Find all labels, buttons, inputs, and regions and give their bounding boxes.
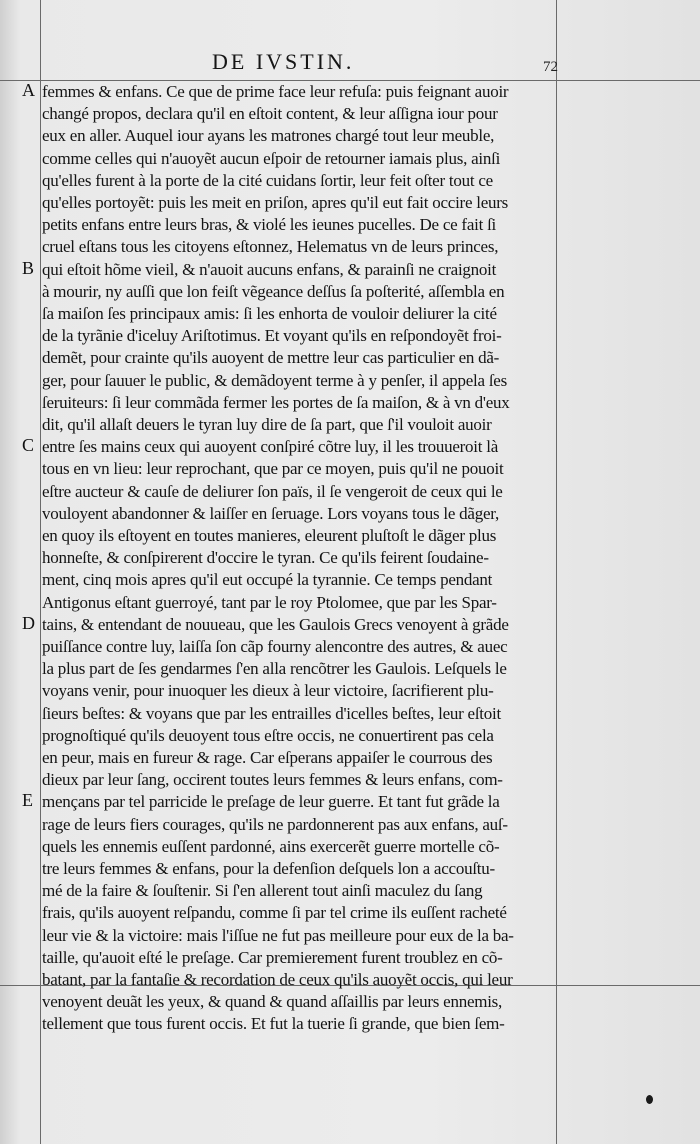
text-line: honneſte, & conſpirerent d'occire le tyran. Ce qu'ils feirent ſoudaine- (42, 548, 489, 568)
text-line: mé de la faire & ſouſtenir. Si ſ'en allerent tout ainſi maculez du ſang (42, 881, 483, 901)
text-line: dit, qu'il allaſt deuers le tyran luy dire de ſa part, que ſ'il vouloit auoir (42, 415, 492, 434)
text-line: eux en aller. Auquel iour ayans les matrones chargé tout leur meuble, (42, 126, 495, 146)
text-line: à mourir, ny auſſi que lon feiſt vẽgeance deſſus ſa poſterité, aſſembla en (42, 281, 505, 301)
text-line: de la tyrãnie d'iceluy Ariſtotimus. Et voyant qu'ils en reſpondoyẽt froi- (42, 326, 502, 346)
text-line: demẽt, pour crainte qu'ils auoyent de mettre leur cas particulier en dã- (42, 348, 500, 368)
text-line: batant, par la fantaſie & recordation de ceux qu'ils auoyẽt occis, qui leur (42, 970, 513, 989)
text-line: ment, cinq mois apres qu'il eut occupé la tyrannie. Ce temps pendant (42, 570, 493, 590)
text-line: leur vie & la victoire: mais l'iſſue ne fut pas meilleure pour eux de la ba- (42, 925, 514, 945)
running-head: DE IVSTIN. (212, 49, 355, 74)
text-line: ger, pour ſauuer le public, & demãdoyent terme à y penſer, il appela ſes (42, 370, 507, 390)
ink-speck (646, 1095, 653, 1104)
margin-letter: D (22, 612, 35, 633)
text-line: tous en vn lieu: leur reprochant, que par ce moyen, puis qu'il ne pouoit (42, 459, 504, 479)
text-line: prognoſtiqué qu'ils deuoyent tous eſtre occis, ne conuertirent pas cela (42, 725, 494, 745)
text-line: eſtre aucteur & cauſe de deliurer ſon païs, il ſe vengeroit de ceux qui le (42, 481, 503, 501)
page-header (0, 49, 700, 79)
text-line: venoyent deuãt les yeux, & quand & quand aſſaillis par leurs ennemis, (42, 992, 503, 1012)
text-line: femmes & enfans. Ce que de prime face leur refuſa: puis feignant auoir (42, 82, 509, 101)
text-line: qui eſtoit hõme vieil, & n'auoit aucuns enfans, & parainſi ne craignoit (42, 259, 497, 279)
margin-letter: A (22, 80, 35, 100)
text-line: frais, qu'ils auoyent reſpandu, comme ſi par tel crime ils euſſent racheté (42, 903, 507, 923)
text-line: taille, qu'auoit eſté le preſage. Car premierement furent troublez en cõ- (42, 947, 503, 967)
text-line: voyans venir, pour inuoquer les dieux à leur victoire, ſacrifierent plu- (42, 681, 494, 701)
text-line: comme celles qui n'auoyẽt aucun eſpoir de retourner iamais plus, ainſi (42, 148, 501, 168)
text-line: petits enfans entre leurs bras, & violé les ieunes pucelles. De ce fait ſi (42, 215, 497, 235)
text-line: quels les ennemis euſſent pardonné, ains exercerẽt guerre mortelle cõ- (42, 836, 500, 856)
text-line: qu'elles furent à la porte de la cité cuidans ſortir, leur feit oſter tout ce (42, 170, 493, 190)
text-line: entre ſes mains ceux qui auoyent conſpiré cõtre luy, il les trouueroit là (42, 437, 499, 457)
text-line: en quoy ils eſtoyent en toutes manieres, eleurent pluſtoſt le dãger plus (42, 526, 497, 545)
text-line: vouloyent abandonner & laiſſer en ſeruage. Lors voyans tous le dãger, (42, 503, 499, 523)
margin-letter: B (22, 257, 35, 278)
text-line: rage de leurs fiers courages, qu'ils ne pardonnerent pas aux enfans, auſ- (42, 814, 508, 834)
text-line: dieux par leur ſang, occirent toutes leurs femmes & leurs enfans, com- (42, 770, 503, 790)
text-line: tains, & entendant de nouueau, que les Gaulois Grecs venoyent à grãde (42, 614, 509, 634)
text-line: cruel eſtans tous les citoyens eſtonnez, Helematus vn de leurs princes, (42, 237, 499, 257)
text-line: tre leurs femmes & enfans, pour la defenſion deſquels lon a accouſtu- (42, 859, 495, 878)
text-line: tellement que tous furent occis. Et fut la tuerie ſi grande, que bien ſem- (42, 1014, 505, 1034)
text-line: ſieurs beſtes: & voyans que par les entrailles d'icelles beſtes, leur eſtoit (42, 703, 501, 723)
text-line: ſa maiſon ſes principaux amis: ſi les enhorta de vouloir deliurer la cité (42, 304, 497, 323)
text-line: en peur, mais en fureur & rage. Car eſperans appaiſer le courrous des (42, 748, 493, 767)
text-line: qu'elles portoyẽt: puis les meit en priſon, apres qu'il eut fait occire leurs (42, 193, 509, 212)
margin-letter: E (22, 790, 33, 811)
text-line: puiſſance contre luy, laiſſa ſon cãp fourny alencontre des autres, & auec (42, 637, 508, 656)
page-number: 72 (543, 59, 558, 75)
text-line: ſeruiteurs: ſi leur commãda fermer les portes de ſa maiſon, & à vn d'eux (42, 392, 510, 412)
text-line: la plus part de ſes gendarmes ſ'en alla rencõtrer les Gaulois. Leſquels le (42, 659, 507, 679)
text-line: changé propos, declara qu'il en eſtoit content, & leur aſſigna iour pour (42, 104, 498, 124)
left-margin-rule (40, 0, 41, 1144)
text-line: mençans par tel parricide le preſage de leur guerre. Et tant fut grãde la (42, 792, 500, 812)
margin-letter: C (22, 435, 35, 456)
text-line: Antigonus eſtant guerroyé, tant par le roy Ptolomee, que par les Spar- (42, 592, 497, 612)
